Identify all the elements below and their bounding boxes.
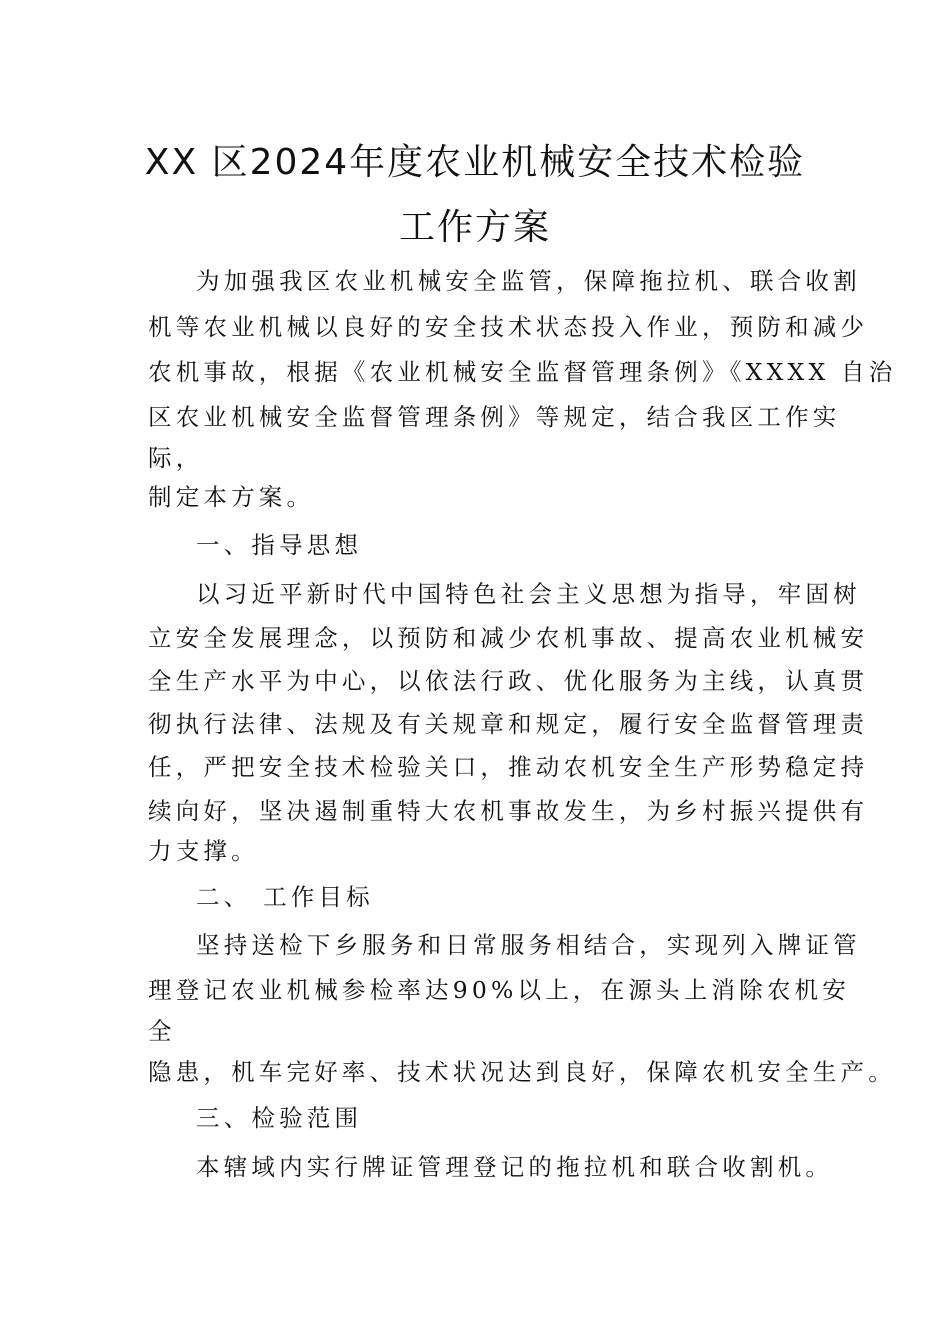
- paragraph-intro-line: 为加强我区农业机械安全监管，保障拖拉机、联合收割: [196, 267, 861, 295]
- paragraph-intro-line: 区农业机械安全监督管理条例》等规定，结合我区工作实: [148, 403, 841, 431]
- document-title-line-1: XX 区2024年度农业机械安全技术检验: [144, 142, 806, 183]
- paragraph-intro-line: 机等农业机械以良好的安全技术状态投入作业，预防和减少: [148, 313, 869, 341]
- section-heading-inspection-scope: 三、检验范围: [196, 1104, 363, 1132]
- paragraph-goals-line: 隐患，机车完好率、技术状况达到良好，保障农机安全生产。: [148, 1058, 896, 1086]
- paragraph-intro-line: 制定本方案。: [148, 483, 315, 511]
- paragraph-guiding-line: 续向好，坚决遏制重特大农机事故发生，为乡村振兴提供有: [148, 797, 869, 825]
- section-heading-work-goals: 二、 工作目标: [196, 883, 374, 911]
- paragraph-goals-line: 理登记农业机械参检率达90%以上，在源头上消除农机安: [148, 976, 850, 1004]
- paragraph-intro-line: 农机事故，根据《农业机械安全监督管理条例》《XXXX 自治: [148, 358, 897, 386]
- paragraph-intro-line: 际，: [148, 444, 204, 472]
- paragraph-guiding-line: 力支撑。: [148, 837, 259, 865]
- paragraph-goals-line: 全: [148, 1017, 176, 1045]
- paragraph-guiding-line: 立安全发展理念，以预防和减少农机事故、提高农业机械安: [148, 624, 869, 652]
- paragraph-guiding-line: 彻执行法律、法规及有关规章和规定，履行安全监督管理责: [148, 710, 869, 738]
- section-heading-guiding-ideology: 一、指导思想: [196, 531, 363, 559]
- document-title-line-2: 工作方案: [398, 207, 551, 248]
- paragraph-goals-line: 坚持送检下乡服务和日常服务相结合，实现列入牌证管: [196, 931, 861, 959]
- paragraph-guiding-line: 以习近平新时代中国特色社会主义思想为指导，牢固树: [196, 580, 861, 608]
- paragraph-scope-line: 本辖域内实行牌证管理登记的拖拉机和联合收割机。: [196, 1153, 834, 1181]
- paragraph-guiding-line: 任，严把安全技术检验关口，推动农机安全生产形势稳定持: [148, 753, 869, 781]
- paragraph-guiding-line: 全生产水平为中心，以依法行政、优化服务为主线，认真贯: [148, 667, 869, 695]
